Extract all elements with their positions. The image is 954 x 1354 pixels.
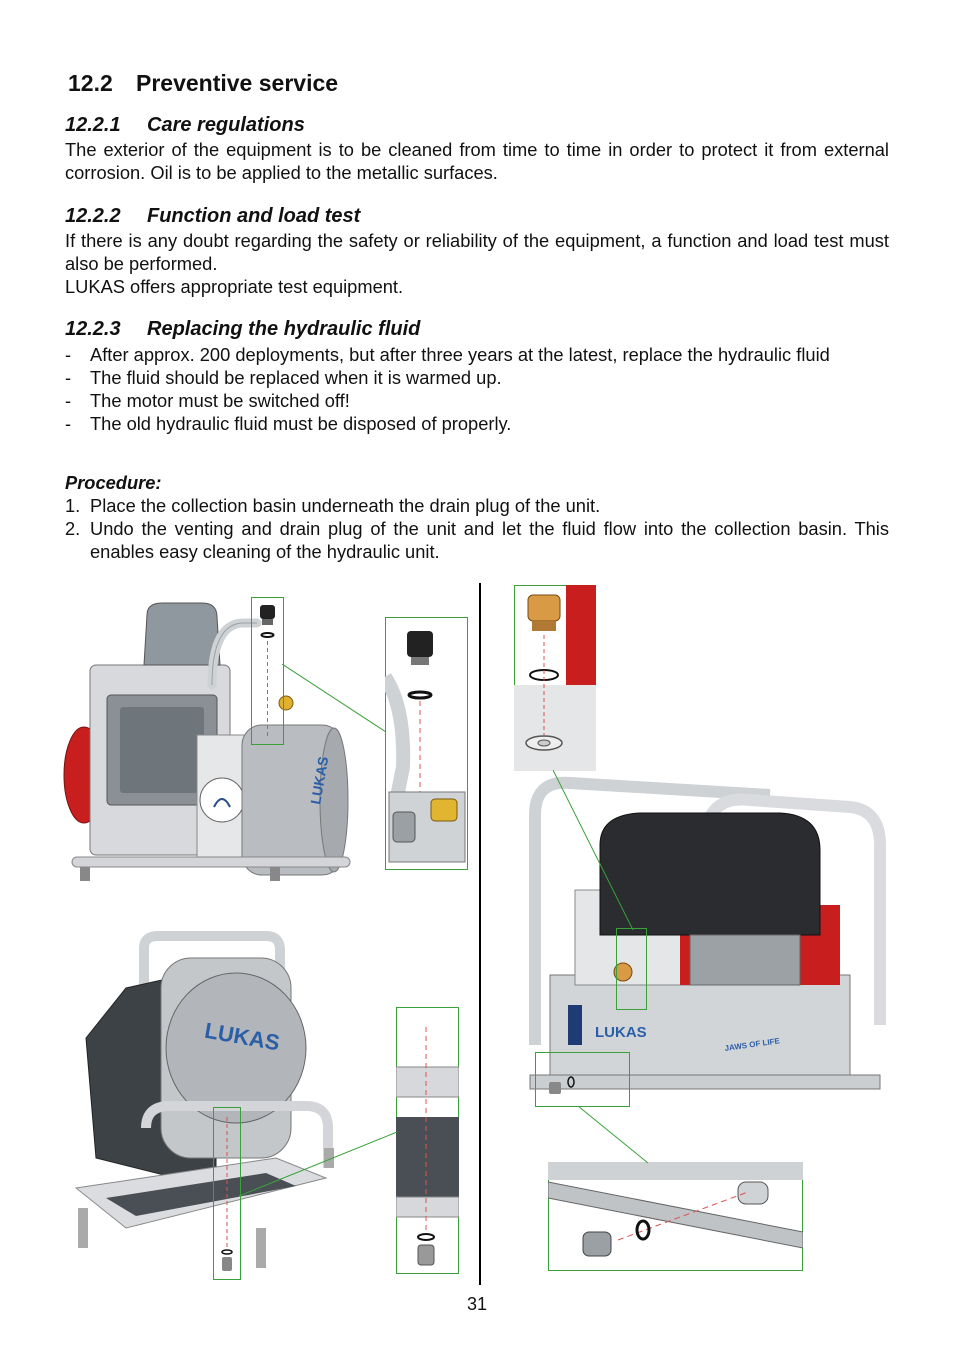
replacing-heading [65, 318, 420, 341]
function-test-heading [65, 205, 360, 228]
list-item: - The motor must be switched off! [65, 390, 350, 411]
pump-unit-side-figure [62, 595, 352, 895]
figure-divider [479, 583, 481, 1285]
bullet-text: The motor must be switched off! [90, 390, 350, 411]
step-text: Undo the venting and drain plug of the unit and let the fluid flow into the collection basin. This enables easy cleaning of the hydraulic unit. [90, 518, 889, 562]
care-heading [65, 114, 305, 137]
list-item: - The old hydraulic fluid must be disposed of properly. [65, 413, 512, 434]
care-text: The exterior of the equipment is to be cleaned from time to time in order to protect it from external corrosion. Oil is to be applied to the metallic surfaces. [65, 139, 889, 183]
section-title: Preventive service [136, 70, 339, 96]
page-number: 31 [466, 1294, 488, 1314]
function-test-number: 12.2.2 [65, 205, 121, 227]
venting-plug-zoom-figure [385, 617, 468, 870]
lukas-label-small: LUKAS [307, 755, 332, 806]
lukas-label: LUKAS [202, 1017, 282, 1056]
callout-line-2 [239, 1132, 399, 1197]
bullet-text: The old hydraulic fluid must be disposed of properly. [90, 413, 512, 434]
list-item: - The fluid should be replaced when it is warmed up. [65, 367, 502, 388]
drain-plug-zoom-figure-2 [548, 1162, 803, 1271]
function-test-text-2: LUKAS offers appropriate test equipment. [65, 276, 404, 297]
bullet-text: The fluid should be replaced when it is warmed up. [90, 367, 502, 388]
bullet-text: After approx. 200 deployments, but after three years at the latest, replace the hydraulic fluid [90, 344, 830, 365]
procedure-steps [65, 494, 889, 563]
pump-unit-rear-figure [66, 928, 341, 1278]
replacing-title: Replacing the hydraulic fluid [147, 318, 421, 340]
filler-cap-zoom-figure [514, 585, 596, 771]
list-item: 2. Undo the venting and drain plug of the unit and let the fluid flow into the collection basin. This enables easy cleaning of the hydraulic unit. [65, 518, 889, 562]
replacing-bullet-list [65, 343, 889, 435]
lukas-label-frame: LUKAS [595, 1024, 647, 1041]
step-text: Place the collection basin underneath the drain plug of the unit. [90, 495, 601, 516]
function-test-text: If there is any doubt regarding the safety or reliability of the equipment, a function and load test must also be performed. [65, 230, 889, 274]
replacing-number: 12.2.3 [65, 318, 121, 340]
procedure-title: Procedure: [65, 472, 162, 493]
section-heading [68, 70, 338, 97]
list-item: 1. Place the collection basin underneath the drain plug of the unit. [65, 495, 601, 516]
drain-plug-zoom-figure [396, 1007, 459, 1274]
drain-plug-detail-icon [213, 1107, 241, 1280]
care-title: Care regulations [147, 114, 305, 136]
callout-line-1 [282, 664, 388, 734]
venting-plug-detail-icon [251, 597, 284, 745]
callout-lines-3 [553, 770, 653, 1165]
care-number: 12.2.1 [65, 114, 121, 136]
list-item: - After approx. 200 deployments, but after three years at the latest, replace the hydraulic fluid [65, 344, 830, 365]
function-test-title: Function and load test [147, 205, 361, 227]
jaws-of-life-label: JAWS OF LIFE [724, 1036, 781, 1053]
section-number: 12.2 [68, 70, 113, 96]
